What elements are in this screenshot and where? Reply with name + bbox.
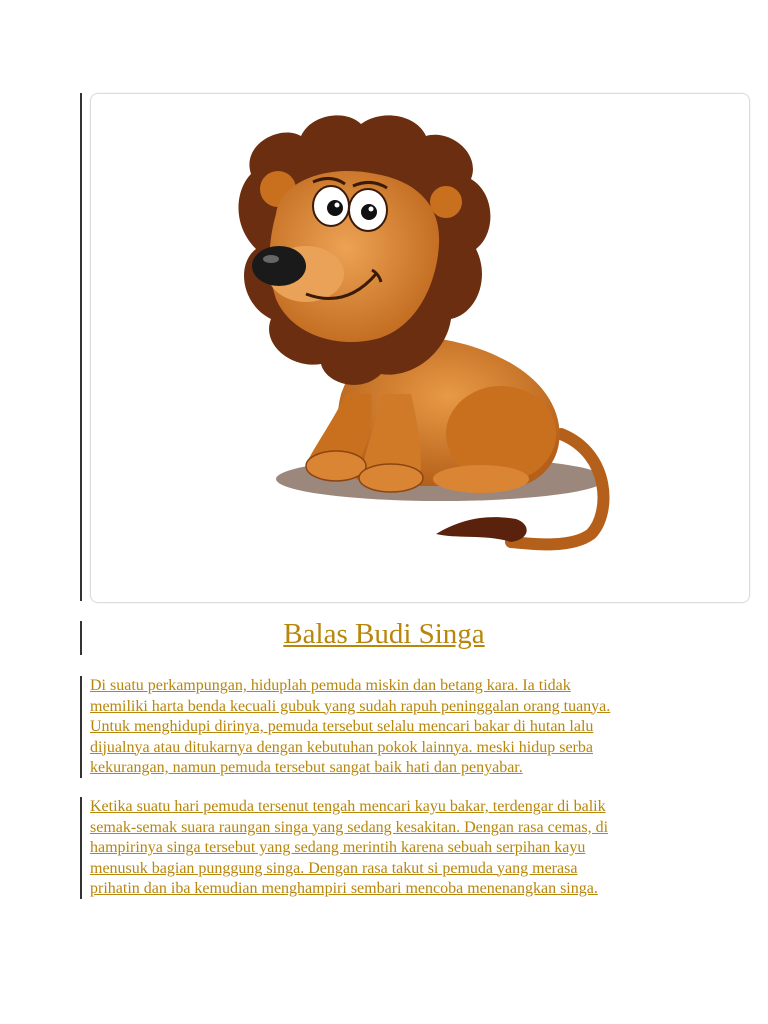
story-paragraph-2[interactable] — [90, 797, 690, 900]
lion-front-paw-left — [306, 451, 366, 481]
margin-bar-image — [80, 93, 82, 601]
paragraph-2-line[interactable]: prihatin dan iba kemudian menghampiri sembari mencoba menenangkan singa. — [90, 880, 598, 897]
lion-cartoon — [91, 94, 749, 602]
lion-pupil-left — [327, 200, 343, 216]
story-paragraph-1[interactable] — [90, 676, 690, 779]
paragraph-2-line[interactable]: semak-semak suara raungan singa yang sedang kesakitan. Dengan rasa cemas, di — [90, 818, 609, 836]
paragraph-2-line[interactable]: menusuk bagian punggung singa. Dengan rasa takut si pemuda yang merasa — [90, 859, 578, 877]
paragraph-1-line[interactable]: dijualnya atau ditukarnya dengan kebutuhan pokok lainnya. meski hidup serba — [90, 738, 593, 756]
margin-bar-paragraph-1 — [80, 676, 82, 778]
paragraph-1-line[interactable]: Untuk menghidupi dirinya, pemuda tersebut selalu mencari bakar di hutan lalu — [90, 718, 594, 735]
lion-back-paw — [433, 465, 529, 493]
story-title[interactable]: Balas Budi Singa — [283, 618, 485, 650]
paragraph-1-line[interactable]: kekurangan, namun pemuda tersebut sangat baik hati dan penyabar. — [90, 759, 523, 776]
lion-nose — [252, 246, 306, 286]
paragraph-2-line[interactable]: Ketika suatu hari pemuda tersenut tengah mencari kayu bakar, terdengar di balik — [90, 798, 606, 815]
lion-front-paw-right — [359, 464, 423, 492]
lion-pupil-right — [361, 204, 377, 220]
lion-tail-tuft — [436, 517, 527, 542]
paragraph-2-line[interactable]: hampirinya singa tersebut yang sedang merintih karena sebuah serpihan kayu — [90, 839, 586, 856]
paragraph-1-line[interactable]: memiliki harta benda kecuali gubuk yang sudah rapuh peninggalan orang tuanya. — [90, 697, 611, 715]
paragraph-1-line[interactable]: Di suatu perkampungan, hiduplah pemuda miskin dan betang kara. Ia tidak — [90, 677, 571, 694]
lion-illustration — [90, 93, 750, 603]
margin-bar-paragraph-2 — [80, 797, 82, 899]
